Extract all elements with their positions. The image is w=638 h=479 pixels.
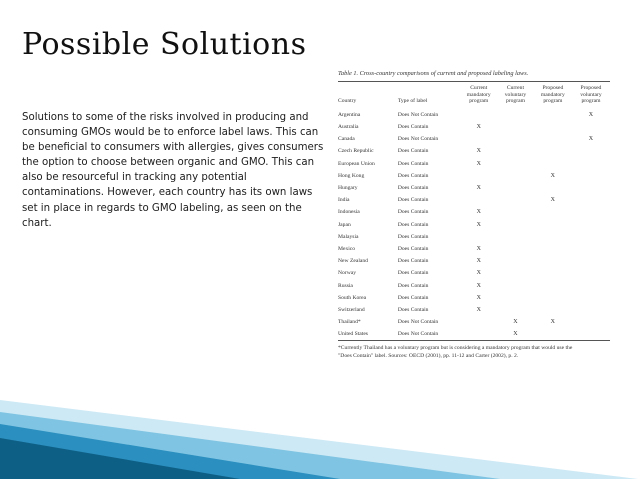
program-mark-cell: X [476, 124, 481, 131]
program-mark-cell: X [513, 331, 518, 338]
label-type-cell: Does Contain [397, 233, 429, 240]
country-cell: Malaysia [338, 233, 359, 240]
column-header: Type of label [397, 98, 428, 105]
footnote-line: "Does Contain" label. Sources: OECD (2001), pp. 11-12 and Carter (2002), p. 2. [338, 353, 519, 360]
program-mark-cell: X [476, 245, 481, 252]
program-mark-cell: X [513, 319, 518, 326]
program-mark-cell: X [550, 319, 556, 326]
country-cell: Indonesia [338, 209, 360, 216]
program-mark-cell: X [476, 209, 481, 216]
program-mark-cell: X [588, 111, 594, 118]
country-cell: Switzerland [338, 306, 365, 313]
label-type-cell: Does Contain [397, 270, 429, 277]
label-type-cell: Does Contain [397, 148, 429, 155]
label-type-cell: Does Not Contain [397, 136, 439, 143]
country-cell: Hong Kong [338, 172, 365, 179]
program-mark-cell: X [476, 160, 481, 167]
country-cell: European Union [338, 160, 375, 167]
program-mark-cell: X [476, 270, 481, 277]
program-mark-cell: X [588, 136, 594, 143]
label-type-cell: Does Contain [397, 160, 429, 167]
column-header: Current voluntary program [504, 85, 527, 105]
country-cell: New Zealand [338, 258, 368, 265]
label-type-cell: Does Contain [397, 172, 429, 179]
label-type-cell: Does Contain [397, 306, 429, 313]
program-mark-cell: X [476, 306, 481, 313]
country-cell: Russia [338, 282, 353, 289]
label-type-cell: Does Contain [397, 245, 429, 252]
program-mark-cell: X [550, 172, 556, 179]
table-caption: Table 1. Cross-country comparisons of current and proposed labeling laws. [338, 70, 529, 77]
column-header: Country [338, 98, 357, 105]
country-cell: Norway [338, 270, 357, 277]
country-cell: Thailand* [338, 319, 361, 326]
slide-title: Possible Solutions [22, 27, 307, 62]
label-type-cell: Does Contain [397, 185, 429, 191]
label-type-cell: Does Contain [397, 209, 429, 216]
country-cell: United States [338, 331, 368, 338]
program-mark-cell: X [476, 282, 481, 289]
country-cell: Czech Republic [338, 148, 374, 155]
country-cell: Argentina [338, 111, 361, 118]
body-text: Solutions to some of the risks involved in producing and consuming GMOs would be to enforce label laws. This can be beneficial to consumers with allergies, gives consumers the option to choose between organic and GMO. This can also be resourceful in tracking any potential contaminations. However, each country has its own laws set in place in regards to GMO labeling, as seen on the chart. [22, 112, 324, 229]
label-type-cell: Does Not Contain [397, 331, 439, 338]
country-cell: Hungary [338, 185, 358, 191]
program-mark-cell: X [476, 148, 481, 155]
label-type-cell: Does Contain [397, 197, 429, 204]
country-cell: Australia [338, 124, 359, 131]
country-cell: Japan [338, 221, 351, 228]
country-cell: India [338, 197, 350, 204]
footnote-line: *Currently Thailand has a voluntary program but is considering a mandatory program that would use the [338, 345, 573, 352]
label-type-cell: Does Contain [397, 221, 429, 228]
program-mark-cell: X [476, 294, 481, 301]
column-header: Current mandatory program [466, 85, 491, 105]
label-type-cell: Does Contain [397, 124, 429, 131]
program-mark-cell: X [476, 258, 481, 265]
country-cell: Mexico [338, 245, 356, 252]
label-type-cell: Does Contain [397, 294, 429, 301]
column-header: Proposed mandatory program [540, 85, 565, 105]
label-type-cell: Does Contain [397, 282, 429, 289]
label-type-cell: Does Not Contain [397, 111, 439, 118]
program-mark-cell: X [476, 221, 481, 228]
country-cell: Canada [338, 136, 355, 143]
column-header: Proposed voluntary program [580, 85, 602, 105]
program-mark-cell: X [476, 185, 481, 191]
label-type-cell: Does Not Contain [397, 319, 439, 326]
country-cell: South Korea [338, 294, 367, 301]
program-mark-cell: X [550, 197, 556, 204]
label-type-cell: Does Contain [397, 258, 429, 265]
